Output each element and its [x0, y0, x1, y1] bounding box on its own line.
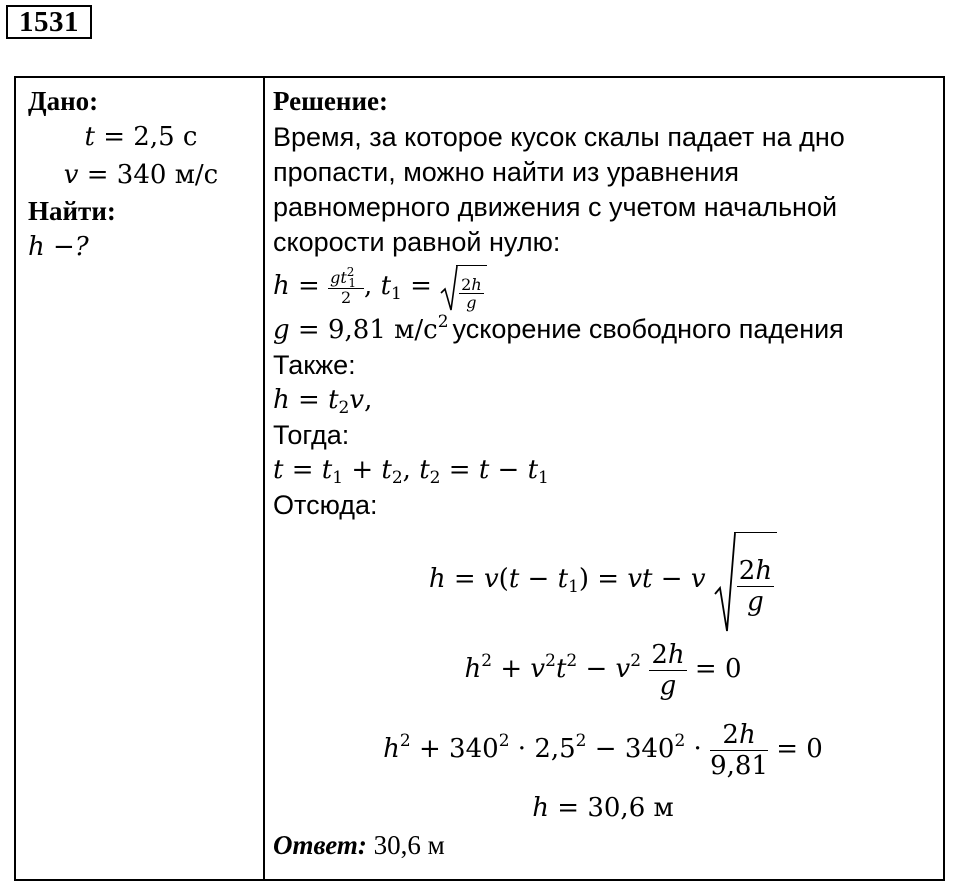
equation-2: $h^2 + v^2t^2 - v^2$ $\frac{2h}{g}$ = 0 — [464, 639, 742, 701]
then-label: Тогда: — [273, 420, 350, 450]
result-unit: м — [653, 793, 674, 823]
intro-line: Время, за которое кусок скалы падает на дно — [273, 122, 845, 152]
gravity-line: g = 9,81 $м/с^2$ ускорение свободного падения — [273, 312, 844, 345]
problem-number: 1531 — [6, 5, 92, 39]
column-divider — [263, 78, 265, 879]
find-target: h −? — [28, 232, 89, 262]
given-speed: v = 340 м/с — [63, 160, 219, 190]
eq-time-number: 2,5 — [534, 734, 576, 764]
sqrt-2h-over-g-large: $\frac{2h}{g}$ — [714, 532, 777, 628]
find-header: Найти: — [28, 196, 116, 226]
result-value: 30,6 — [587, 793, 646, 823]
solution-column — [273, 84, 933, 863]
equation-result: h = 30,6 м — [532, 793, 674, 823]
answer-value: 30,6 м — [373, 830, 445, 860]
eq-speed-number: 340 — [449, 734, 499, 764]
formula-h-t2v: $h = t_2v$, — [273, 385, 373, 418]
intro-line: равномерного движения с учетом начальной — [273, 192, 838, 222]
intro-line: пропасти, можно найти из уравнения — [273, 157, 740, 187]
equation-3: $h^2 + 340^2 \cdot 2,5^2 - 340^2$ · $\frac{2h}{9,81}$ = 0 — [383, 719, 823, 781]
given-time-value: 2,5 — [133, 122, 175, 152]
given-speed-value: 340 — [116, 160, 167, 190]
equation-1: $h = v(t - t_1)$ = vt − v $\frac{2h}{g}$ — [273, 529, 933, 629]
gravity-unit: м/с — [394, 315, 438, 345]
hence-label: Отсюда: — [273, 490, 378, 520]
solution-table — [14, 76, 945, 881]
given-column — [28, 84, 254, 266]
formula-time-sum: $t = t_1 + t_2$, $t_2 = t - t_1$ — [273, 455, 549, 488]
eq-gravity-number: 9,81 — [710, 750, 768, 781]
eq-speed-number: 340 — [624, 734, 675, 764]
also-label: Также: — [273, 350, 356, 380]
formula-free-fall: h = $\frac{gt21}{2}$ , $t_1$ = $\frac{2h}{g}$ — [273, 260, 933, 312]
fraction-gt2: $\frac{gt21}{2}$ — [328, 269, 364, 306]
answer-label: Ответ: — [273, 830, 367, 860]
given-time: t = 2,5 с — [84, 122, 198, 152]
solution-header: Решение: — [273, 86, 388, 116]
gravity-description: ускорение свободного падения — [452, 314, 844, 344]
gravity-value: 9,81 — [327, 315, 386, 345]
solution-intro — [273, 120, 933, 260]
sqrt-2h-over-g: $\frac{2h}{g}$ — [440, 265, 487, 309]
given-speed-unit: м/с — [174, 160, 219, 190]
answer-line — [273, 827, 933, 863]
intro-line: скорости равной нулю: — [273, 227, 561, 257]
given-time-unit: с — [182, 122, 198, 152]
given-header: Дано: — [28, 86, 99, 116]
